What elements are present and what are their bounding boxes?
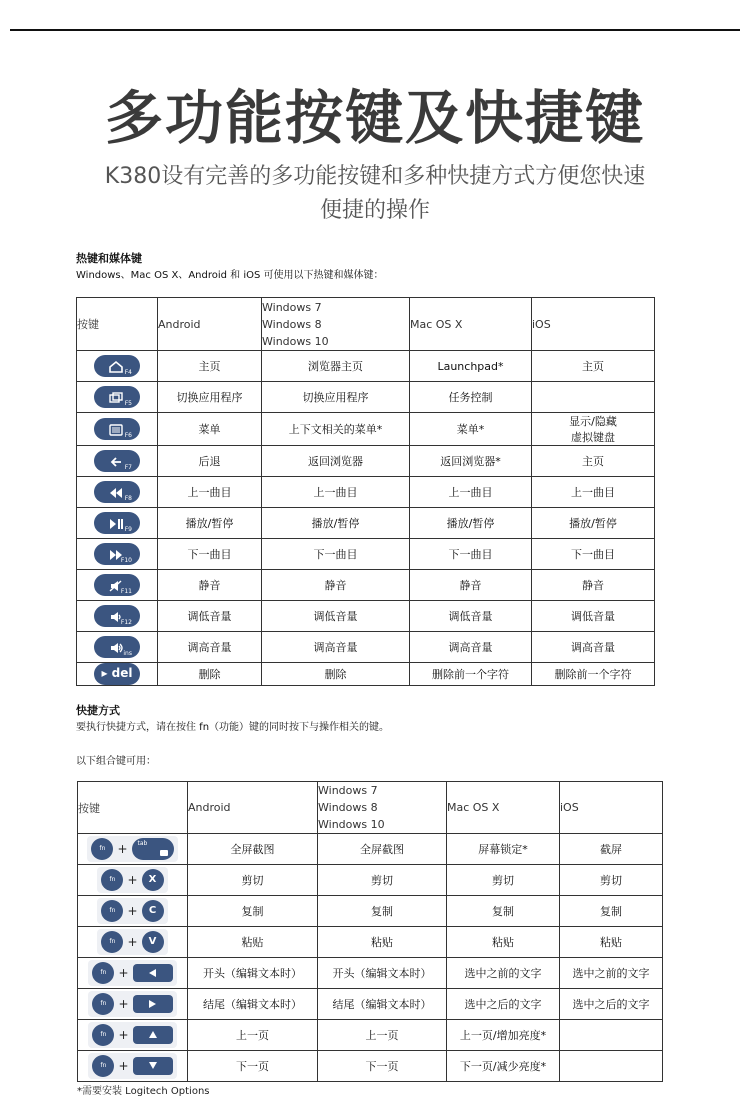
- hotkeys-table: [76, 297, 655, 686]
- delete-icon: ▸ del: [101, 666, 133, 680]
- hotkey-row: [77, 351, 655, 382]
- header-windows-10: Windows 10: [262, 334, 329, 348]
- fn-key: fn: [92, 1055, 114, 1077]
- windows-cell: 返回浏览器: [262, 446, 410, 477]
- windows-cell: 浏览器主页: [262, 351, 410, 382]
- ios-cell: 剪切: [560, 865, 663, 896]
- fn-key: fn: [92, 1024, 114, 1046]
- hotkeys-section-note: Windows、Mac OS X、Android 和 iOS 可使用以下热键和媒体键：: [76, 270, 384, 281]
- android-cell: 调低音量: [158, 601, 262, 632]
- ios-cell: 主页: [532, 351, 655, 382]
- hotkey-row: [77, 508, 655, 539]
- hotkeys-header-row: [77, 298, 655, 351]
- footnote: *需要安装 Logitech Options: [77, 1086, 210, 1097]
- ios-cell: 调低音量: [532, 601, 655, 632]
- top-divider: [10, 29, 740, 31]
- shortcut-key-cell: [78, 1051, 188, 1082]
- hotkey-key-cell: [77, 601, 158, 632]
- ios-cell: 选中之后的文字: [560, 989, 663, 1020]
- shortcut-row: [78, 927, 663, 958]
- arrow-down-icon: [149, 1062, 157, 1069]
- plus-sign: +: [118, 1028, 129, 1042]
- shortcut-row: [78, 958, 663, 989]
- header-windows-7: Windows 7: [318, 784, 378, 797]
- windows-cell: 上下文相关的菜单*: [262, 413, 410, 446]
- shortcut-row: [78, 834, 663, 865]
- page-title: 多功能按键及快捷键: [104, 84, 645, 152]
- shortcuts-section-title: 快捷方式: [76, 704, 120, 717]
- windows-cell: 上一页: [318, 1020, 447, 1051]
- shortcuts-header-row: [78, 782, 663, 834]
- windows-cell: 开头（编辑文本时）: [318, 958, 447, 989]
- ios-cell: [532, 413, 655, 446]
- ios-cell: 截屏: [560, 834, 663, 865]
- fn-key-label: F6: [124, 432, 132, 439]
- arrow-left-key: [133, 964, 173, 982]
- hotkey-key-cell: [77, 382, 158, 413]
- hotkey-row: [77, 446, 655, 477]
- fn-key: fn: [101, 931, 123, 953]
- shortcut-row: [78, 865, 663, 896]
- back-keycap: [94, 450, 140, 472]
- android-cell: 播放/暂停: [158, 508, 262, 539]
- ios-cell: 主页: [532, 446, 655, 477]
- android-cell: 全屏截图: [188, 834, 318, 865]
- key-combo: [97, 929, 167, 955]
- shortcuts-available-note: 以下组合键可用：: [76, 756, 156, 767]
- windows-cell: 切换应用程序: [262, 382, 410, 413]
- android-cell: 结尾（编辑文本时）: [188, 989, 318, 1020]
- letter-key-v: V: [142, 931, 164, 953]
- page-subtitle: [60, 160, 690, 228]
- header-ios: iOS: [560, 782, 663, 834]
- fn-key-label: F11: [120, 588, 132, 595]
- ios-cell: [560, 1051, 663, 1082]
- letter-key-c: C: [142, 900, 164, 922]
- hotkey-key-cell: [77, 570, 158, 601]
- ios-cell-line-2: 虚拟键盘: [571, 431, 615, 444]
- mac-cell: 上一页/增加亮度*: [447, 1020, 560, 1051]
- shortcut-key-cell: [78, 958, 188, 989]
- windows-cell: 上一曲目: [262, 477, 410, 508]
- ios-cell: 调高音量: [532, 632, 655, 663]
- android-cell: 剪切: [188, 865, 318, 896]
- fn-key-label: ins: [123, 650, 132, 657]
- header-ios: iOS: [532, 298, 655, 351]
- plus-sign: +: [118, 1059, 129, 1073]
- volume-up-icon: [108, 641, 124, 655]
- header-windows-10: Windows 10: [318, 818, 385, 831]
- shortcut-key-cell: [78, 896, 188, 927]
- mac-cell: 任务控制: [410, 382, 532, 413]
- shortcut-key-cell: [78, 865, 188, 896]
- android-cell: 删除: [158, 663, 262, 686]
- android-cell: 后退: [158, 446, 262, 477]
- play-pause-keycap: [94, 512, 140, 534]
- hotkey-row: [77, 413, 655, 446]
- header-android: Android: [188, 782, 318, 834]
- plus-sign: +: [127, 904, 138, 918]
- menu-keycap: [94, 418, 140, 440]
- key-combo: [88, 960, 176, 986]
- header-key: 按键: [77, 298, 158, 351]
- header-android: Android: [158, 298, 262, 351]
- hotkey-row: [77, 477, 655, 508]
- ios-cell: 复制: [560, 896, 663, 927]
- mute-keycap: [94, 574, 140, 596]
- hotkey-key-cell: [77, 351, 158, 382]
- key-combo: [87, 836, 177, 862]
- windows-cell: 下一页: [318, 1051, 447, 1082]
- ios-cell: 静音: [532, 570, 655, 601]
- fn-key: fn: [92, 962, 114, 984]
- android-cell: 粘贴: [188, 927, 318, 958]
- header-windows: [262, 298, 410, 351]
- fn-key-label: F9: [124, 526, 132, 533]
- hotkey-key-cell: [77, 539, 158, 570]
- ios-cell: 粘贴: [560, 927, 663, 958]
- shortcut-key-cell: [78, 927, 188, 958]
- android-cell: 静音: [158, 570, 262, 601]
- windows-cell: 全屏截图: [318, 834, 447, 865]
- hotkeys-section-title: 热键和媒体键: [76, 252, 142, 265]
- ios-cell: [532, 382, 655, 413]
- subtitle-line-2: 便捷的操作: [319, 198, 430, 223]
- mac-cell: 静音: [410, 570, 532, 601]
- hotkey-row: [77, 382, 655, 413]
- fn-key: fn: [101, 900, 123, 922]
- android-cell: 主页: [158, 351, 262, 382]
- plus-sign: +: [117, 842, 128, 856]
- android-cell: 上一页: [188, 1020, 318, 1051]
- fn-key: fn: [92, 993, 114, 1015]
- arrow-up-key: [133, 1026, 173, 1044]
- volume-down-keycap: [94, 605, 140, 627]
- shortcut-key-cell: [78, 834, 188, 865]
- mac-cell: 删除前一个字符: [410, 663, 532, 686]
- header-windows-8: Windows 8: [318, 801, 378, 814]
- shortcut-row: [78, 1020, 663, 1051]
- plus-sign: +: [127, 873, 138, 887]
- mac-cell: 下一页/减少亮度*: [447, 1051, 560, 1082]
- ios-cell: 下一曲目: [532, 539, 655, 570]
- ios-cell: [560, 1020, 663, 1051]
- android-cell: 切换应用程序: [158, 382, 262, 413]
- fn-key: fn: [91, 838, 113, 860]
- key-combo: [97, 898, 167, 924]
- hotkey-row: [77, 539, 655, 570]
- arrow-right-key: [133, 995, 173, 1013]
- mac-cell: 返回浏览器*: [410, 446, 532, 477]
- previous-track-icon: [108, 486, 124, 500]
- home-icon: [108, 360, 124, 374]
- tab-screenshot-key: [132, 838, 174, 860]
- windows-cell: 播放/暂停: [262, 508, 410, 539]
- fn-key-label: F8: [124, 495, 132, 502]
- hotkey-key-cell: [77, 663, 158, 686]
- mac-cell: Launchpad*: [410, 351, 532, 382]
- plus-sign: +: [127, 935, 138, 949]
- fn-key-label: F10: [120, 557, 132, 564]
- mac-cell: 菜单*: [410, 413, 532, 446]
- app-switch-keycap: [94, 386, 140, 408]
- android-cell: 下一页: [188, 1051, 318, 1082]
- previous-track-keycap: [94, 481, 140, 503]
- hotkey-key-cell: [77, 632, 158, 663]
- key-combo: [88, 1022, 176, 1048]
- fn-key: fn: [101, 869, 123, 891]
- subtitle-line-1: K380设有完善的多功能按键和多种快捷方式方便您快速: [104, 164, 646, 189]
- next-track-keycap: [94, 543, 140, 565]
- hotkey-row: [77, 663, 655, 686]
- fn-key-label: F5: [124, 400, 132, 407]
- app-switch-icon: [108, 391, 124, 405]
- mac-cell: 复制: [447, 896, 560, 927]
- back-icon: [108, 455, 124, 469]
- shortcuts-table: [77, 781, 663, 1082]
- hotkey-key-cell: [77, 413, 158, 446]
- shortcut-key-cell: [78, 1020, 188, 1051]
- shortcut-key-cell: [78, 989, 188, 1020]
- menu-icon: [108, 423, 124, 437]
- android-cell: 下一曲目: [158, 539, 262, 570]
- volume-up-keycap: [94, 636, 140, 658]
- hotkey-key-cell: [77, 446, 158, 477]
- fn-key-label: F7: [124, 464, 132, 471]
- header-windows-8: Windows 8: [262, 317, 322, 331]
- fn-key-label: F4: [124, 369, 132, 376]
- hotkey-key-cell: [77, 508, 158, 539]
- plus-sign: +: [118, 966, 129, 980]
- mac-cell: 下一曲目: [410, 539, 532, 570]
- letter-key-x: X: [142, 869, 164, 891]
- shortcut-row: [78, 1051, 663, 1082]
- arrow-up-icon: [149, 1031, 157, 1038]
- shortcut-row: [78, 896, 663, 927]
- hotkey-row: [77, 570, 655, 601]
- mac-cell: 选中之前的文字: [447, 958, 560, 989]
- mac-cell: 调高音量: [410, 632, 532, 663]
- windows-cell: 结尾（编辑文本时）: [318, 989, 447, 1020]
- android-cell: 复制: [188, 896, 318, 927]
- windows-cell: 调高音量: [262, 632, 410, 663]
- mac-cell: 屏幕锁定*: [447, 834, 560, 865]
- mac-cell: 调低音量: [410, 601, 532, 632]
- mac-cell: 上一曲目: [410, 477, 532, 508]
- shortcuts-section-note: 要执行快捷方式，请在按住 fn（功能）键的同时按下与操作相关的键。: [76, 722, 390, 733]
- windows-cell: 删除: [262, 663, 410, 686]
- windows-cell: 粘贴: [318, 927, 447, 958]
- windows-cell: 静音: [262, 570, 410, 601]
- header-key: 按键: [78, 782, 188, 834]
- delete-keycap: [94, 663, 140, 685]
- play-pause-icon: [108, 517, 124, 531]
- windows-cell: 复制: [318, 896, 447, 927]
- header-mac: Mac OS X: [410, 298, 532, 351]
- screenshot-icon: [160, 850, 168, 856]
- android-cell: 开头（编辑文本时）: [188, 958, 318, 989]
- mac-cell: 播放/暂停: [410, 508, 532, 539]
- ios-cell: 上一曲目: [532, 477, 655, 508]
- key-combo: [97, 867, 167, 893]
- ios-cell: 播放/暂停: [532, 508, 655, 539]
- header-windows-7: Windows 7: [262, 300, 322, 314]
- hotkey-row: [77, 601, 655, 632]
- windows-cell: 下一曲目: [262, 539, 410, 570]
- fn-key-label: F12: [120, 619, 132, 626]
- hotkey-key-cell: [77, 477, 158, 508]
- header-windows: [318, 782, 447, 834]
- key-combo: [88, 991, 176, 1017]
- mac-cell: 粘贴: [447, 927, 560, 958]
- shortcut-row: [78, 989, 663, 1020]
- plus-sign: +: [118, 997, 129, 1011]
- arrow-left-icon: [149, 969, 156, 977]
- tab-key-label: tab: [137, 840, 148, 847]
- android-cell: 调高音量: [158, 632, 262, 663]
- android-cell: 上一曲目: [158, 477, 262, 508]
- home-keycap: [94, 355, 140, 377]
- header-mac: Mac OS X: [447, 782, 560, 834]
- android-cell: 菜单: [158, 413, 262, 446]
- mac-cell: 选中之后的文字: [447, 989, 560, 1020]
- ios-cell-line-1: 显示/隐藏: [569, 415, 617, 428]
- windows-cell: 调低音量: [262, 601, 410, 632]
- key-combo: [88, 1053, 176, 1079]
- windows-cell: 剪切: [318, 865, 447, 896]
- arrow-down-key: [133, 1057, 173, 1075]
- mac-cell: 剪切: [447, 865, 560, 896]
- hotkey-row: [77, 632, 655, 663]
- ios-cell: 删除前一个字符: [532, 663, 655, 686]
- arrow-right-icon: [149, 1000, 156, 1008]
- ios-cell: 选中之前的文字: [560, 958, 663, 989]
